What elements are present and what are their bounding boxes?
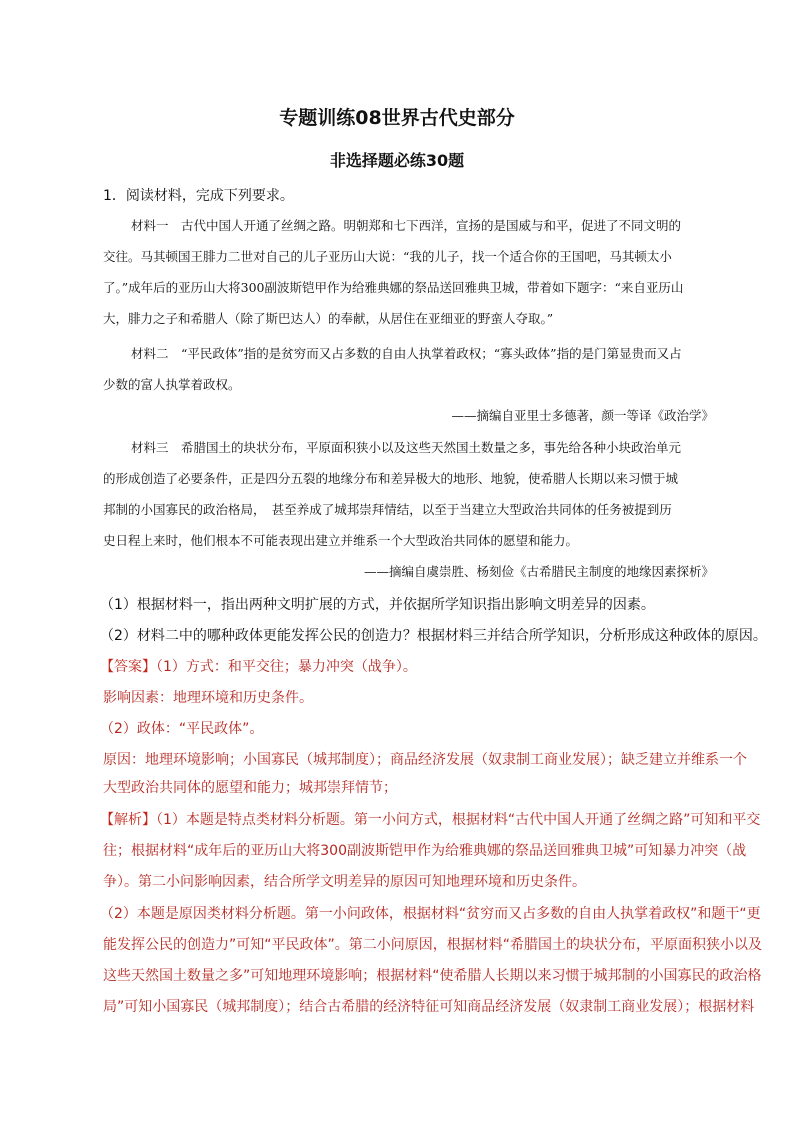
material3-line: 的形成创造了必要条件，正是四分五裂的地缘分布和差异极大的地形、地貌，使希腊人长期以来习惯于城 bbox=[103, 471, 679, 486]
analysis-line: 往；根据材料“成年后的亚历山大将300副波斯铠甲作为给雅典娜的祭品送回雅典卫城”可知暴力冲突（战 bbox=[103, 843, 747, 859]
analysis-line: （1）本题是特点类材料分析题。第一小问方式，根据材料“古代中国人开通了丝绸之路”可知和平交 bbox=[156, 812, 761, 828]
answer-line: 影响因素：地理环境和历史条件。 bbox=[103, 690, 313, 706]
material1-line: 材料一 古代中国人开通了丝绸之路。明朝郑和七下西洋，宣扬的是国威与和平，促进了不同文明的 bbox=[131, 218, 682, 233]
material3-source: ——摘编自虞崇胜、杨刻俭《古希腊民主制度的地缘因素探析》 bbox=[363, 564, 714, 579]
analysis-line: 争）。第二小问影响因素，结合所学文明差异的原因可知地理环境和历史条件。 bbox=[103, 874, 586, 890]
page-subtitle: 非选择题必练30题 bbox=[329, 151, 465, 170]
material2-line: 少数的富人执掌着政权。 bbox=[103, 377, 241, 392]
question-intro: 1．阅读材料，完成下列要求。 bbox=[103, 188, 294, 204]
analysis-line: 能发挥公民的创造力”可知“平民政体”。第二小问原因，根据材料“希腊国土的块状分布，平原面积狭小以及 bbox=[103, 937, 763, 953]
material2-source: ——摘编自亚里士多德著，颜一等译《政治学》 bbox=[451, 408, 714, 423]
analysis-tag: 【解析】 bbox=[100, 812, 156, 828]
analysis-line: （2）本题是原因类材料分析题。第一小问政体，根据材料“贫穷而又占多数的自由人执掌着政权”和题干“更 bbox=[100, 906, 761, 922]
material3-line: 材料三 希腊国土的块状分布，平原面积狭小以及这些天然国土数量之多，事先给各种小块政治单元 bbox=[131, 440, 682, 455]
answer-line: 大型政治共同体的愿望和能力；城邦崇拜情节； bbox=[103, 780, 397, 796]
material3-line: 邦制的小国寡民的政治格局， 甚至养成了城邦崇拜情结，以至于当建立大型政治共同体的任务被提到历 bbox=[103, 502, 672, 517]
answer-first-line bbox=[100, 656, 417, 676]
material1-line: 交往。马其顿国王腓力二世对自己的儿子亚历山大说：“我的儿子，找一个适合你的王国吧，马其顿太小 bbox=[103, 249, 672, 264]
analysis-line: 局”可知小国寡民（城邦制度）；结合古希腊的经济特征可知商品经济发展（奴隶制工商业发展）；根据材料 bbox=[103, 999, 755, 1015]
analysis-line: 这些天然国土数量之多”可知地理环境影响；根据材料“使希腊人长期以来习惯于城邦制的小国寡民的政治格 bbox=[103, 968, 762, 984]
sub-question: （2）材料二中的哪种政体更能发挥公民的创造力？根据材料三并结合所学知识，分析形成这种政体的原因。 bbox=[100, 628, 767, 644]
material1-line: 了。”成年后的亚历山大将300副波斯铠甲作为给雅典娜的祭品送回雅典卫城，带着如下题字：“来自亚历山 bbox=[103, 280, 684, 295]
answer-tag: 【答案】 bbox=[100, 659, 156, 675]
sub-question: （1）根据材料一，指出两种文明扩展的方式，并依据所学知识指出影响文明差异的因素。 bbox=[100, 597, 655, 613]
page-title: 专题训练08世界古代史部分 bbox=[279, 107, 515, 129]
answer-line: （2）政体：“平民政体”。 bbox=[100, 721, 264, 737]
material3-line: 史日程上来时，他们根本不可能表现出建立并维系一个大型政治共同体的愿望和能力。 bbox=[103, 533, 579, 548]
material2-line: 材料二 “平民政体”指的是贫穷而又占多数的自由人执掌着政权；“寡头政体”指的是门第显贵而又占 bbox=[131, 346, 682, 361]
material1-line: 大，腓力之子和希腊人（除了斯巴达人）的奉献，从居住在亚细亚的野蛮人夺取。” bbox=[103, 311, 554, 326]
analysis-first-line bbox=[100, 809, 760, 829]
answer-line: （1）方式：和平交往；暴力冲突（战争）。 bbox=[156, 659, 417, 675]
answer-line: 原因：地理环境影响；小国寡民（城邦制度）；商品经济发展（奴隶制工商业发展）；缺乏建立并维系一个 bbox=[103, 752, 747, 768]
